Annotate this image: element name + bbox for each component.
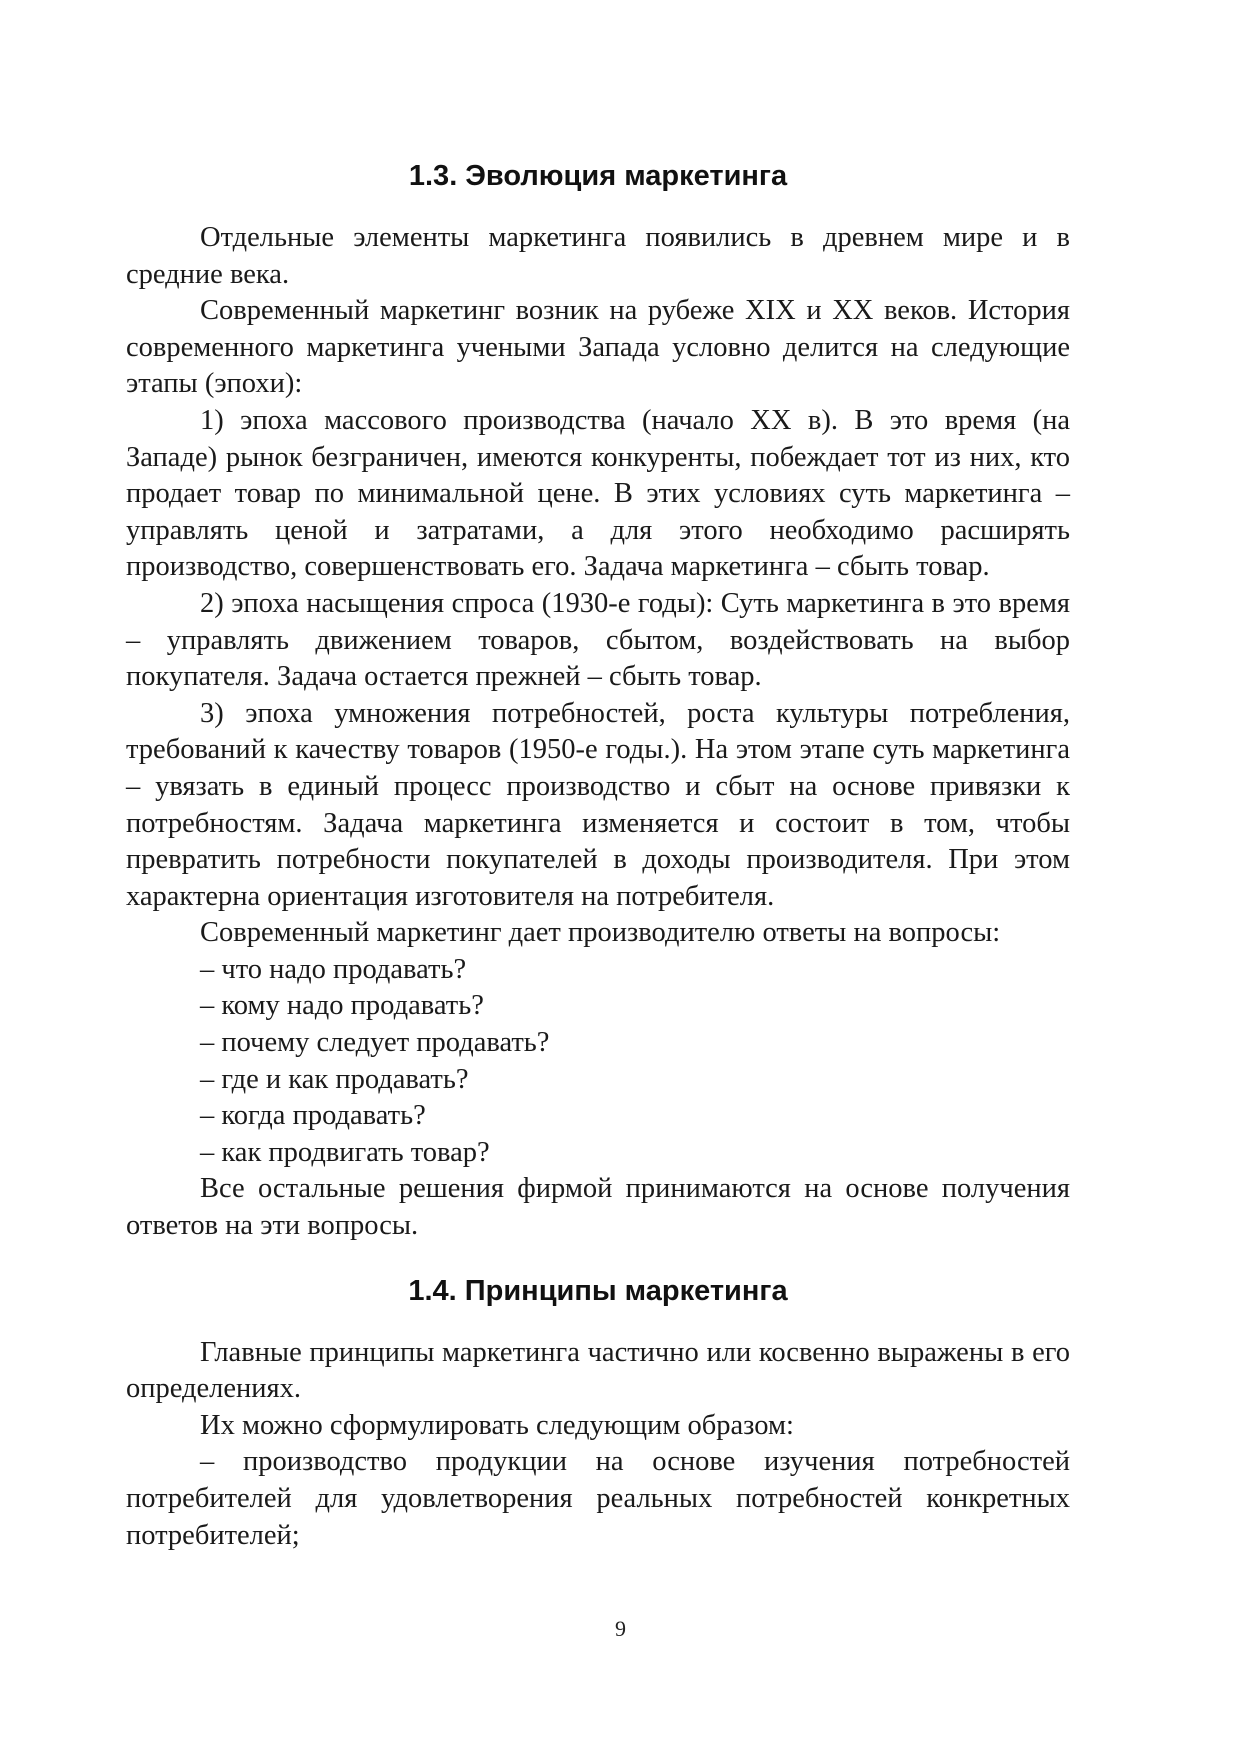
section-title-evolution: 1.3. Эволюция маркетинга [408, 160, 788, 192]
paragraph-era-2: 2) эпоха насыщения спроса (1930-е годы): Суть маркетинга в это время – управлять движением товаров, сбытом, воздействовать на выбор покупателя. Задача остается прежней – сбыть товар. [126, 587, 1070, 693]
question-item: – когда продавать? [200, 1100, 426, 1132]
paragraph: Их можно сформулировать следующим образом: [200, 1409, 794, 1441]
paragraph: Главные принципы маркетинга частично или косвенно выражены в его определениях. [126, 1336, 1070, 1405]
question-item: – почему следует продавать? [200, 1027, 550, 1059]
question-item: – как продвигать товар? [200, 1136, 490, 1168]
paragraph: Современный маркетинг дает производителю ответы на вопросы: [200, 917, 1001, 949]
question-item: – кому надо продавать? [200, 990, 484, 1022]
section-title-principles: 1.4. Принципы маркетинга [408, 1274, 788, 1307]
question-item: – где и как продавать? [200, 1063, 469, 1095]
page-number: 9 [615, 1616, 626, 1641]
question-item: – что надо продавать? [200, 953, 467, 985]
paragraph-era-1: 1) эпоха массового производства (начало XX в). В это время (на Западе) рынок безграничен, имеются конкуренты, побеждает тот из них, кто продает товар по минимальной цене. В этих условиях суть маркетинга – управлять ценой и затратами, а для этого необходимо расширять производство, совершенствовать его. Задача маркетинга – сбыть товар. [126, 404, 1070, 583]
document-page [126, 158, 1070, 1554]
paragraph-era-3: 3) эпоха умножения потребностей, роста культуры потребления, требований к качеству товаров (1950-е годы.). На этом этапе суть маркетинга – увязать в единый процесс производство и сбыт на основе привязки к потребностям. Задача маркетинга изменяется и состоит в том, чтобы превратить потребности покупателей в доходы производителя. При этом характерна ориентация изготовителя на потребителя. [126, 697, 1070, 912]
principle-item: – производство продукции на основе изучения потребностей потребителей для удовлетворения реальных потребностей конкретных потребителей; [126, 1446, 1070, 1551]
paragraph: Отдельные элементы маркетинга появились в древнем мире и в средние века. [126, 222, 1070, 290]
section-body-principles [126, 1335, 1070, 1555]
paragraph: Современный маркетинг возник на рубеже XIX и XX веков. История современного маркетинга учеными Запада условно делится на следующие этапы (эпохи): [126, 295, 1070, 400]
section-body-evolution [126, 220, 1070, 1245]
closing-paragraph: Все остальные решения фирмой принимаются на основе получения ответов на эти вопросы. [126, 1173, 1070, 1242]
